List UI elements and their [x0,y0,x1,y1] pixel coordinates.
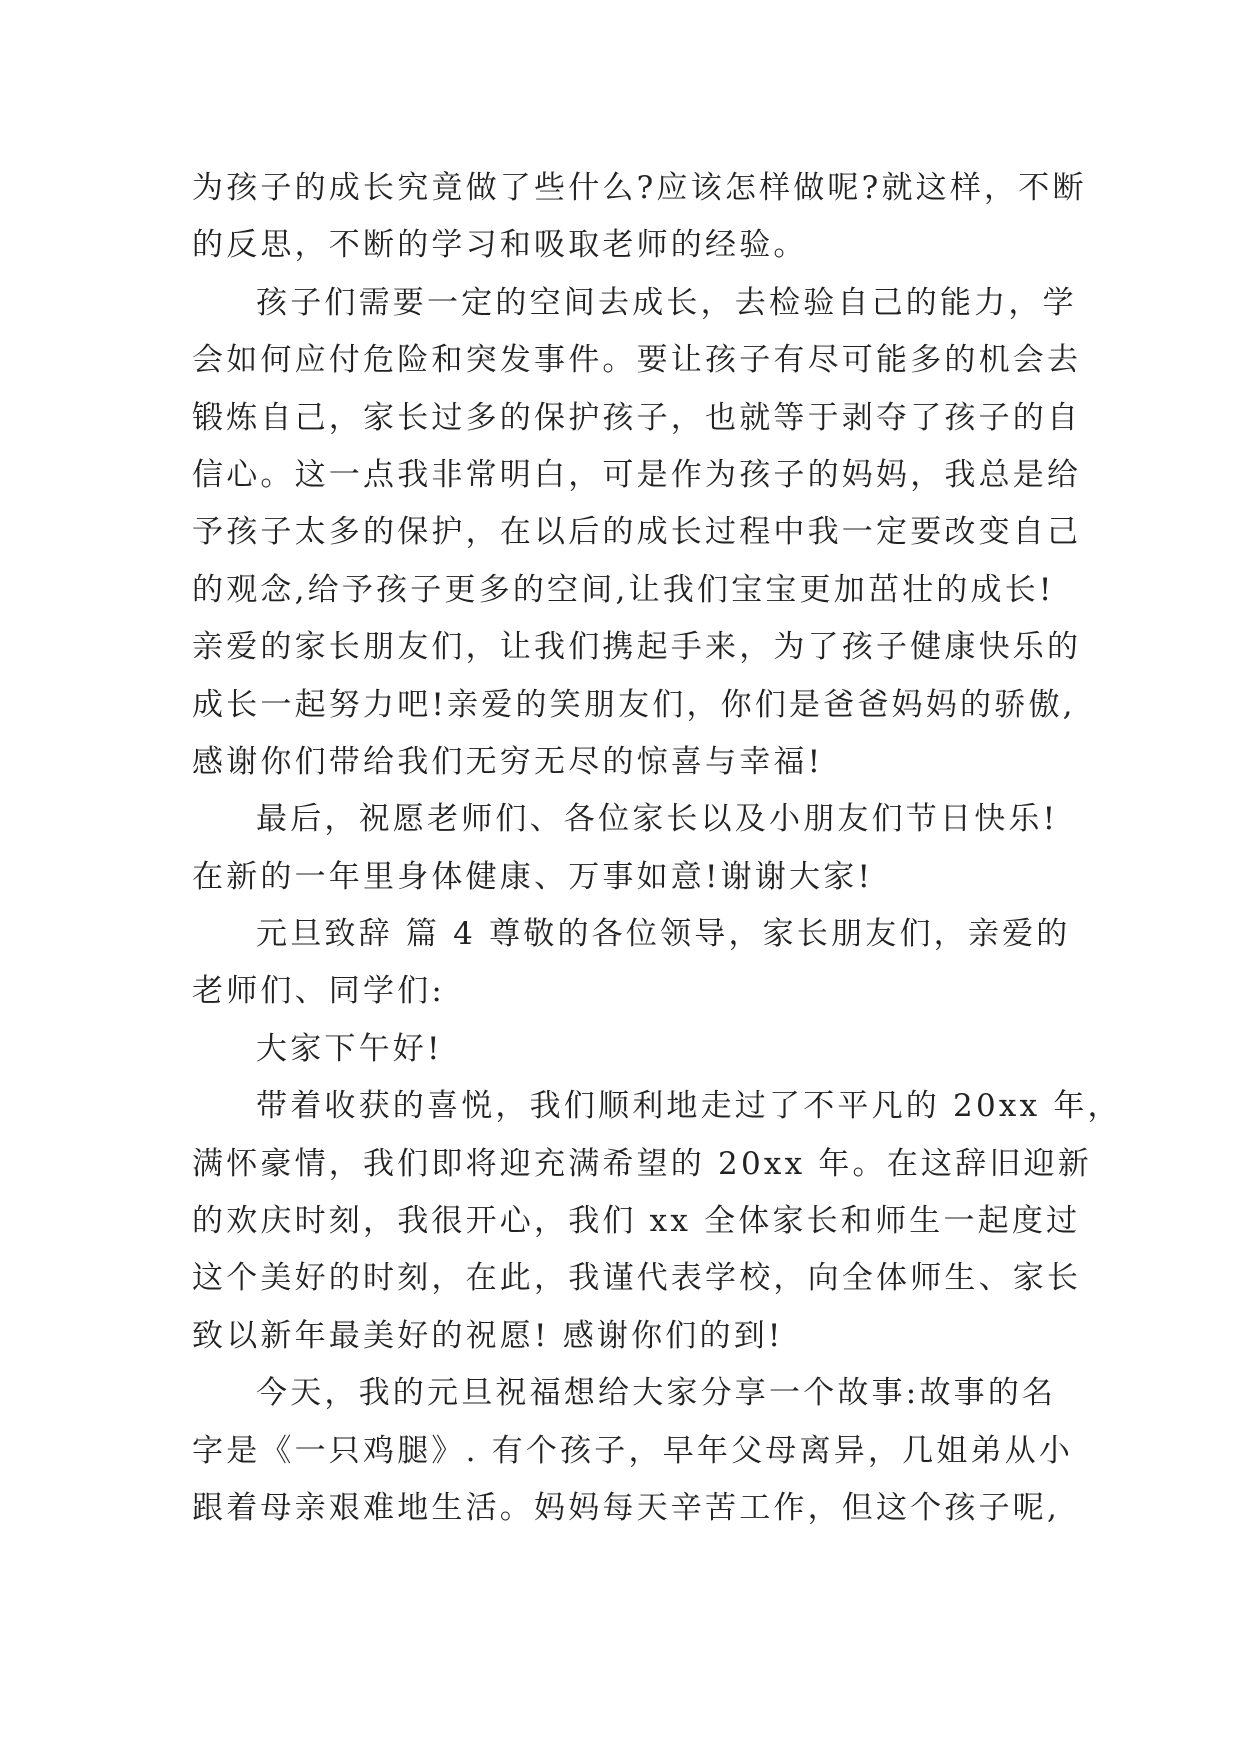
text-line: 跟着母亲艰难地生活。妈妈每天辛苦工作，但这个孩子呢, [192,1489,1061,1526]
text-line: 满怀豪情，我们即将迎充满希望的 20xx 年。在这辞旧迎新 [192,1145,1092,1182]
text-line: 最后，祝愿老师们、各位家长以及小朋友们节日快乐! [256,801,1059,838]
text-line: 亲爱的家长朋友们，让我们携起手来，为了孩子健康快乐的 [192,629,1082,666]
text-line: 这个美好的时刻，在此，我谨代表学校，向全体师生、家长 [192,1260,1082,1297]
text-line: 的欢庆时刻，我很开心，我们 xx 全体家长和师生一起度过 [192,1203,1081,1240]
document-body [192,160,1122,1537]
text-line: 带着收获的喜悦，我们顺利地走过了不平凡的 20xx 年， [256,1088,1122,1125]
text-line: 的观念,给予孩子更多的空间,让我们宝宝更加茁壮的成长! [192,571,1055,608]
text-line: 在新的一年里身体健康、万事如意!谢谢大家! [192,858,874,895]
text-line: 锻炼自己，家长过多的保护孩子，也就等于剥夺了孩子的自 [192,399,1082,436]
text-line: 字是《一只鸡腿》. 有个孩子，早年父母离异，几姐弟从小 [192,1432,1074,1469]
text-line: 大家下午好! [256,1030,443,1067]
text-line: 信心。这一点我非常明白，可是作为孩子的妈妈，我总是给 [192,456,1082,493]
text-line: 为孩子的成长究竟做了些什么?应该怎样做呢?就这样，不断 [192,170,1087,206]
text-line: 老师们、同学们: [192,973,446,1010]
text-line: 孩子们需要一定的空间去成长，去检验自己的能力，学 [256,284,1077,321]
text-line: 成长一起努力吧!亲爱的笑朋友们，你们是爸爸妈妈的骄傲, [192,686,1076,723]
text-line: 致以新年最美好的祝愿! 感谢你们的到! [192,1317,784,1354]
text-line: 元旦致辞 篇 4 尊敬的各位领导，家长朋友们，亲爱的 [256,916,1071,953]
text-line: 的反思，不断的学习和吸取老师的经验。 [192,227,808,264]
text-line: 予孩子太多的保护，在以后的成长过程中我一定要改变自己 [192,514,1082,551]
text-line: 会如何应付危险和突发事件。要让孩子有尽可能多的机会去 [192,342,1082,379]
text-line: 感谢你们带给我们无穷无尽的惊喜与幸福! [192,743,824,780]
text-line: 今天，我的元旦祝福想给大家分享一个故事:故事的名 [256,1375,1057,1412]
